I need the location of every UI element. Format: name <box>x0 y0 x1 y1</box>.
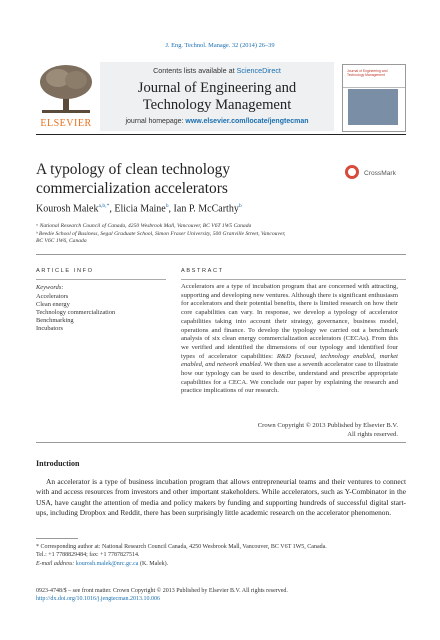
introduction-heading: Introduction <box>36 459 80 468</box>
bottom-notice <box>36 587 406 604</box>
journal-citation[interactable]: J. Eng. Technol. Manage. 32 (2014) 26–39 <box>165 42 275 49</box>
keyword: Technology commercialization <box>36 309 116 316</box>
article-title-line2: commercialization accelerators <box>36 180 228 197</box>
abstract-rule <box>181 279 406 280</box>
copyright-line2: All rights reserved. <box>347 431 398 438</box>
author-affiliation-marker[interactable]: a,b,* <box>98 203 110 209</box>
footnote-phone: Tel.: +1 7788829484; fax: +1 7787827514. <box>36 552 140 559</box>
affiliation-b <box>36 231 326 246</box>
affiliation-b-line2: BC V6C 1W6, Canada <box>36 238 87 245</box>
journal-title-line2: Technology Management <box>142 97 292 113</box>
author-affiliation-marker[interactable]: b <box>238 203 242 209</box>
sciencedirect-link[interactable]: ScienceDirect <box>236 66 281 75</box>
abstract-body: Accelerators are a type of incubation program that are concerned with attracting, supporting and developing new ventures. Although there is significant enthusiasm for accelerators and their potential benefits, there is limited research on how their core capabilities can vary. In response, we develop a typology of accelerator capabilities taking into account their strategy, governance, business model, operations and finance. To develop the typology we carried out a benchmark analysis of six clean energy commercialization accelerators (CECAs). From this we verified and identified the dimensions of our typology and identified four types of accelerator capabilities: <box>181 283 398 360</box>
author-list: Kourosh Malek$^{a,b,*}$, Elicia Maine$^b$, Ian P. McCarthy$^b$ <box>36 203 242 215</box>
contents-line <box>100 66 334 75</box>
abstract-types: R&D focused, technology enabled, market enabled, and network enabled. <box>181 352 398 369</box>
keyword: Benchmarking <box>36 317 74 324</box>
header-rule <box>36 134 406 135</box>
keywords-label: Keywords: <box>36 284 64 291</box>
affiliation-b-line1: ᵇ Beedie School of Business, Segal Graduate School, Simon Fraser University, 500 Granville Street, Vancouver, <box>36 231 286 237</box>
affiliation-a: ᵃ National Research Council of Canada, 4250 Wesbrook Mall, Vancouver, BC V6T 1W5 Canada <box>36 223 252 229</box>
author-name[interactable]: Kourosh Malek <box>36 203 99 215</box>
issn-line: 0923-4748/$ – see front matter. Crown Copyright © 2013 Published by Elsevier B.V. All rights reserved. <box>36 588 288 594</box>
footnote-corresponding-author: * Corresponding author at: National Research Council Canada, 4250 Wesbrook Mall, Vancouver, BC V6T 1W5, Canada. <box>36 544 327 550</box>
author-name[interactable]: Ian P. McCarthy <box>173 203 239 215</box>
abstract-heading: ABSTRACT <box>181 268 224 274</box>
homepage-link[interactable]: www.elsevier.com/locate/jengtecman <box>185 118 309 125</box>
keyword: Accelerators <box>36 293 69 300</box>
section-divider <box>36 254 406 255</box>
footnote-email <box>36 560 406 568</box>
abstract-copyright <box>181 421 398 439</box>
doi-link[interactable]: http://dx.doi.org/10.1016/j.jengtecman.2013.10.006 <box>36 596 161 603</box>
section-divider <box>36 442 406 443</box>
article-info-heading: ARTICLE INFO <box>36 268 94 274</box>
email-label: E-mail address: <box>36 560 76 567</box>
journal-title-line1: Journal of Engineering and <box>137 80 297 96</box>
abstract-text <box>181 283 398 396</box>
email-suffix: (K. Malek). <box>138 560 169 567</box>
crossmark-icon[interactable] <box>345 165 359 179</box>
introduction-paragraph: An accelerator is a type of business incubation program that allows entrepreneurial teams and their ventures to connect with and access resources from investors and other important stakeholders. While accelerators, such as Y-Combinator in the USA, have caught the attention of media and policy makers by funding and supporting hundreds of successful digital start-ups, including Dropbox and Reddit, there has been surprisingly little academic research on the accelerator phenomenon. <box>36 477 406 518</box>
email-link[interactable]: kourosh.malek@nrc.gc.ca <box>75 560 139 567</box>
keyword: Incubators <box>36 325 63 332</box>
keyword: Clean energy <box>36 301 70 308</box>
abstract-body-end: We then use a seventh accelerator case to illustrate how our typology can be used to describe, understand and prescribe appropriate capabilities for a CECA. We conclude our paper by explaining the research and practice implications of our research. <box>181 361 398 395</box>
journal-cover-thumbnail[interactable] <box>342 64 406 132</box>
homepage-prefix: journal homepage: <box>125 118 186 125</box>
author-name[interactable]: Elicia Maine <box>114 203 166 215</box>
footnote-rule <box>36 538 78 539</box>
author-affiliation-marker[interactable]: b <box>165 203 169 209</box>
contents-prefix: Contents lists available at <box>153 66 237 75</box>
article-info-rule <box>36 279 166 280</box>
journal-title <box>100 80 334 114</box>
article-title-line1: A typology of clean technology <box>36 161 231 178</box>
elsevier-wordmark: ELSEVIER <box>40 118 92 129</box>
cover-title: Journal of Engineering and Technology Management <box>347 69 388 77</box>
cover-image <box>348 89 398 125</box>
journal-homepage <box>100 118 334 125</box>
crossmark-label[interactable]: CrossMark <box>364 170 396 177</box>
footnote <box>36 543 406 568</box>
copyright-line1: Crown Copyright © 2013 Published by Elsevier B.V. <box>257 422 398 429</box>
article-title <box>36 160 336 198</box>
